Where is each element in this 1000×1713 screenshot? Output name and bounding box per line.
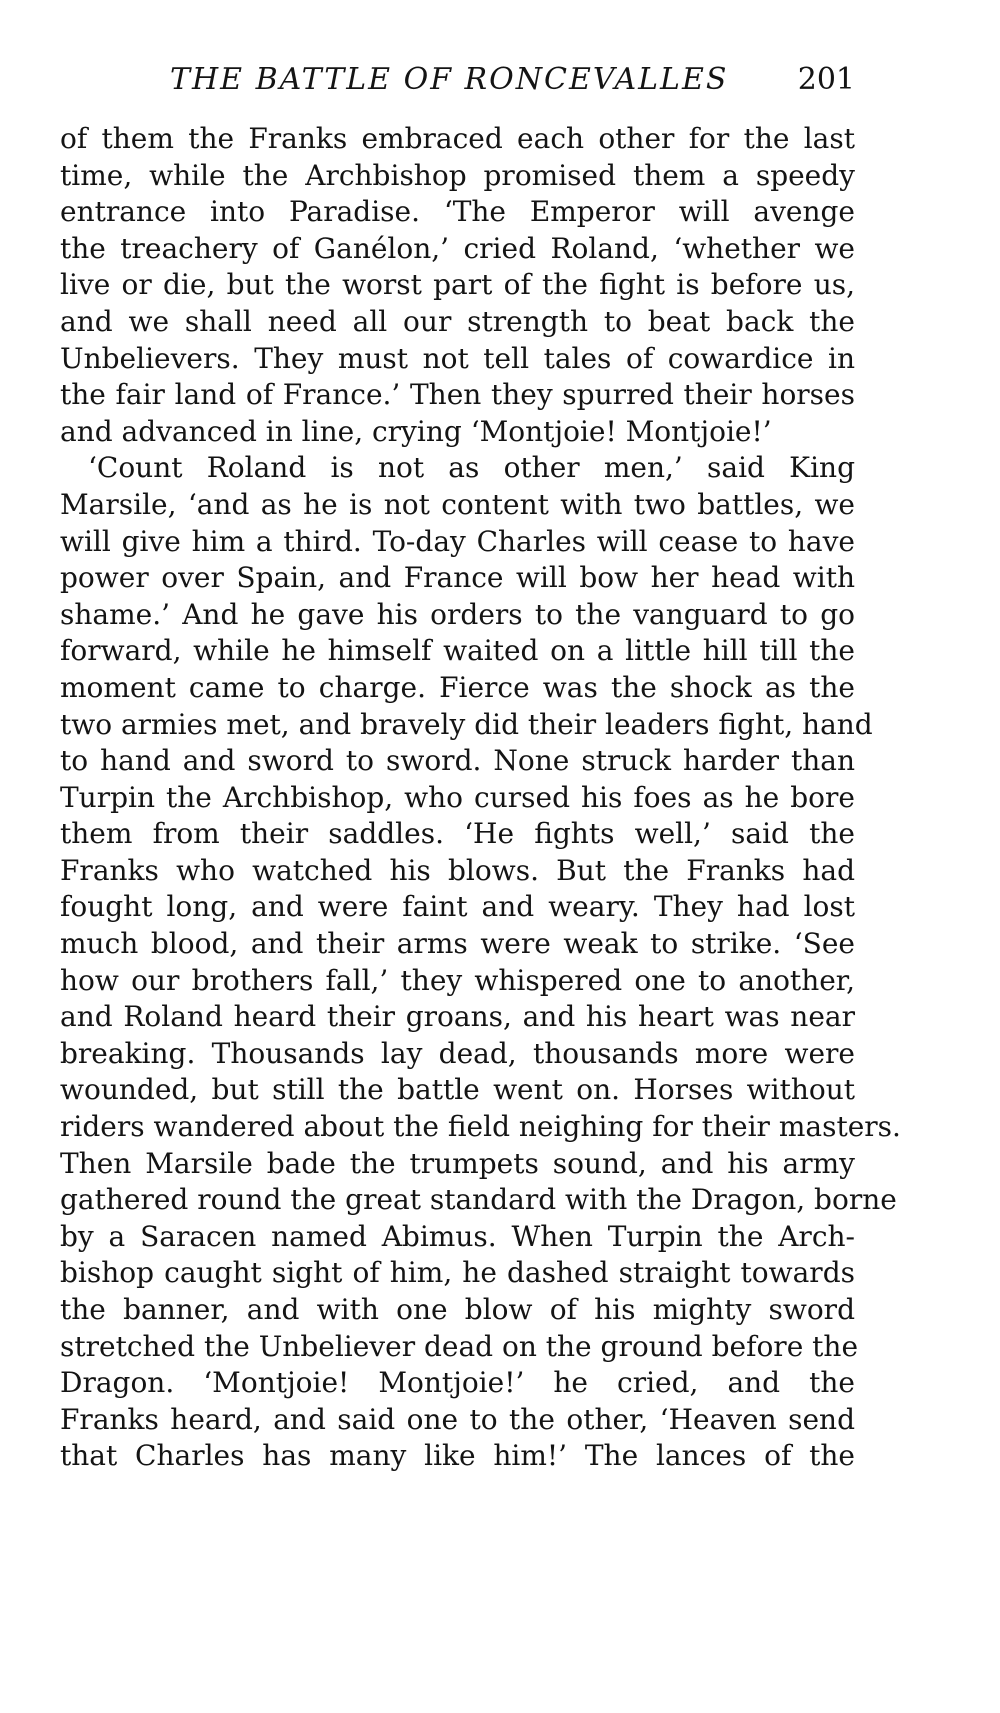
text-line: and advanced in line, crying ‘Montjoie! Montjoie!’	[60, 414, 772, 448]
text-line: and Roland heard their groans, and his heart was near	[60, 1000, 855, 1034]
text-line: Franks heard, and said one to the other, ‘Heaven send	[60, 1402, 855, 1436]
text-line: forward, while he himself waited on a little hill till the	[60, 634, 855, 668]
text-line: moment came to charge. Fierce was the shock as the	[60, 670, 855, 704]
text-line: riders wandered about the field neighing for their masters.	[60, 1110, 901, 1144]
text-line: much blood, and their arms were weak to strike. ‘See	[60, 927, 855, 961]
text-line: Dragon. ‘Montjoie! Montjoie!’ he cried, and the	[60, 1366, 855, 1400]
text-line: gathered round the great standard with the Dragon, borne	[60, 1183, 897, 1217]
text-line: that Charles has many like him!’ The lances of the	[60, 1439, 855, 1473]
running-head-title: THE BATTLE OF RONCEVALLES	[170, 62, 729, 97]
text-line: shame.’ And he gave his orders to the vanguard to go	[60, 597, 855, 631]
text-line: live or die, but the worst part of the fight is before us,	[60, 268, 855, 302]
text-line: fought long, and were faint and weary. They had lost	[60, 890, 855, 924]
text-line: how our brothers fall,’ they whispered one to another,	[60, 963, 855, 997]
text-line: two armies met, and bravely did their leaders fight, hand	[60, 707, 873, 741]
text-line: to hand and sword to sword. None struck harder than	[60, 744, 855, 778]
text-line: will give him a third. To-day Charles will cease to have	[60, 524, 855, 558]
text-line: by a Saracen named Abimus. When Turpin the Arch-	[60, 1219, 855, 1253]
text-line: them from their saddles. ‘He fights well,’ said the	[60, 817, 855, 851]
text-line: time, while the Archbishop promised them a speedy	[60, 158, 855, 192]
running-head	[170, 62, 855, 102]
text-line: Then Marsile bade the trumpets sound, and his army	[60, 1146, 855, 1180]
text-line: entrance into Paradise. ‘The Emperor will avenge	[60, 195, 855, 229]
page-number: 201	[797, 62, 855, 97]
text-line: Franks who watched his blows. But the Franks had	[60, 853, 855, 887]
text-line: power over Spain, and France will bow her head with	[60, 561, 855, 595]
text-line: Turpin the Archbishop, who cursed his foes as he bore	[60, 780, 855, 814]
text-line: the banner, and with one blow of his mighty sword	[60, 1293, 855, 1326]
text-line: wounded, but still the battle went on. Horses without	[60, 1073, 855, 1107]
paragraph-start-line: ‘Count Roland is not as other men,’ said King	[88, 451, 855, 485]
text-line: breaking. Thousands lay dead, thousands more were	[60, 1036, 855, 1070]
text-line: the fair land of France.’ Then they spurred their horses	[60, 378, 855, 412]
text-line: the treachery of Ganélon,’ cried Roland, ‘whether we	[60, 231, 855, 265]
text-line: Unbelievers. They must not tell tales of cowardice in	[60, 341, 855, 375]
body-text	[60, 121, 901, 1475]
text-line: of them the Franks embraced each other for the last	[60, 122, 855, 155]
text-line: and we shall need all our strength to beat back the	[60, 304, 855, 338]
text-line: bishop caught sight of him, he dashed straight towards	[60, 1256, 855, 1290]
text-line: Marsile, ‘and as he is not content with two battles, we	[60, 487, 855, 521]
text-line: stretched the Unbeliever dead on the ground before the	[60, 1329, 859, 1363]
